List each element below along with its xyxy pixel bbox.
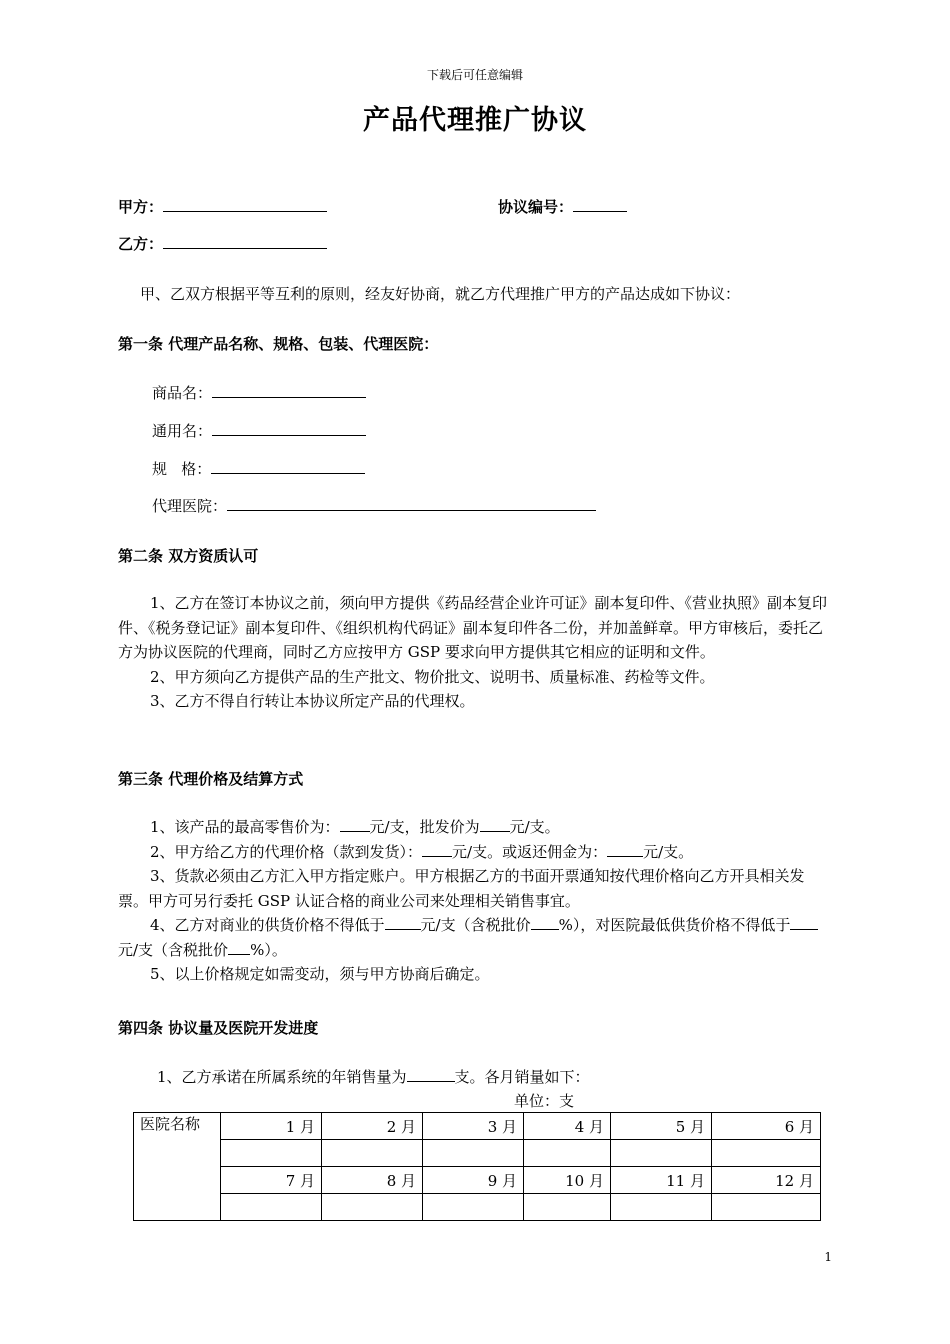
generic-name-blank[interactable] — [212, 421, 366, 436]
commission-blank[interactable] — [607, 842, 643, 857]
clause1-text-c: 元/支。 — [509, 818, 560, 836]
clause4-text-a: 4、乙方对商业的供货价格不得低于 — [150, 916, 385, 934]
table-row — [134, 1167, 821, 1194]
generic-name-label: 通用名： — [152, 422, 213, 440]
page-number: 1 — [824, 1250, 832, 1264]
party-a-label: 甲方： — [118, 198, 164, 216]
article4-text-a: 1、乙方承诺在所属系统的年销售量为 — [157, 1068, 407, 1086]
hospital-blank[interactable] — [227, 496, 596, 511]
month-cell: 3 月 — [423, 1113, 524, 1140]
month-cell: 10 月 — [524, 1167, 611, 1194]
agreement-no-line — [498, 196, 627, 217]
agreement-no-blank[interactable] — [573, 197, 627, 212]
sales-input-cell[interactable] — [423, 1140, 524, 1167]
supply-percent-blank[interactable] — [531, 915, 559, 930]
intro-paragraph: 甲、乙双方根据平等互利的原则，经友好协商，就乙方代理推广甲方的产品达成如下协议： — [140, 285, 741, 303]
clause4-text-c: %），对医院最低供货价格不得低于 — [558, 916, 791, 934]
sales-input-cell[interactable] — [712, 1140, 821, 1167]
sales-input-cell[interactable] — [611, 1140, 712, 1167]
trade-name-label: 商品名： — [152, 384, 213, 402]
party-b-line — [118, 233, 327, 254]
annual-volume-blank[interactable] — [407, 1067, 455, 1082]
article3-clause-3: 3、货款必须由乙方汇入甲方指定账户。甲方根据乙方的书面开票通知按代理价格向乙方开具相关发票。甲方可另行委托 GSP 认证合格的商业公司来处理相关销售事宜。 — [118, 867, 805, 910]
sales-input-cell[interactable] — [221, 1140, 322, 1167]
monthly-sales-table — [133, 1112, 821, 1221]
month-cell: 4 月 — [524, 1113, 611, 1140]
article2-body — [118, 591, 833, 714]
generic-name-line — [152, 420, 366, 441]
party-b-blank[interactable] — [163, 234, 327, 249]
clause2-text-b: 元/支。或返还佣金为： — [452, 842, 608, 861]
party-a-line — [118, 196, 327, 217]
table-row — [134, 1113, 821, 1140]
wholesale-price-blank[interactable] — [480, 817, 510, 832]
party-a-blank[interactable] — [163, 197, 327, 212]
month-cell: 5 月 — [611, 1113, 712, 1140]
article3-body — [118, 815, 833, 987]
sales-input-cell[interactable] — [221, 1194, 322, 1221]
month-cell: 1 月 — [221, 1113, 322, 1140]
article3-heading: 第三条 代理价格及结算方式 — [118, 770, 304, 788]
spec-label: 规 格： — [152, 460, 212, 478]
clause4-text-d: 元/支（含税批价 — [118, 940, 229, 959]
hospital-percent-blank[interactable] — [228, 940, 250, 955]
trade-name-line — [152, 382, 366, 403]
sales-input-cell[interactable] — [423, 1194, 524, 1221]
sales-input-cell[interactable] — [524, 1194, 611, 1221]
month-cell: 7 月 — [221, 1167, 322, 1194]
article3-clause-2 — [118, 840, 833, 865]
sales-input-cell[interactable] — [712, 1194, 821, 1221]
spec-blank[interactable] — [211, 459, 365, 474]
table-row — [134, 1194, 821, 1221]
hospital-line — [152, 495, 596, 516]
clause4-text-e: %）。 — [250, 940, 287, 959]
month-cell: 2 月 — [322, 1113, 423, 1140]
table-row — [134, 1140, 821, 1167]
article3-clause-1 — [118, 815, 833, 840]
clause1-text-b: 元/支，批发价为 — [369, 818, 480, 836]
article3-clause-4 — [118, 913, 833, 962]
month-cell: 6 月 — [712, 1113, 821, 1140]
month-cell: 8 月 — [322, 1167, 423, 1194]
document-title: 产品代理推广协议 — [363, 105, 587, 136]
clause1-text-a: 1、该产品的最高零售价为： — [150, 818, 340, 836]
agreement-no-label: 协议编号： — [498, 198, 574, 216]
article4-clause-1 — [157, 1066, 590, 1087]
article3-clause-5: 5、以上价格规定如需变动，须与甲方协商后确定。 — [150, 965, 490, 983]
article2-clause-1: 1、乙方在签订本协议之前，须向甲方提供《药品经营企业许可证》副本复印件、《营业执照》副本复印件、《税务登记证》副本复印件、《组织机构代码证》副本复印件各二份，并加盖鲜章。甲方审核后，委托乙方为协议医院的代理商，同时乙方应按甲方 GSP 要求向甲方提供其它相应的证明和文件。 — [118, 594, 828, 661]
trade-name-blank[interactable] — [212, 383, 366, 398]
month-cell: 12 月 — [712, 1167, 821, 1194]
unit-label: 单位：支 — [514, 1092, 575, 1110]
sales-input-cell[interactable] — [524, 1140, 611, 1167]
article2-heading: 第二条 双方资质认可 — [118, 547, 259, 565]
month-cell: 9 月 — [423, 1167, 524, 1194]
article2-clause-2: 2、甲方须向乙方提供产品的生产批文、物价批文、说明书、质量标准、药检等文件。 — [150, 667, 715, 686]
retail-price-blank[interactable] — [340, 817, 370, 832]
article4-text-b: 支。各月销量如下： — [454, 1068, 590, 1086]
article4-heading: 第四条 协议量及医院开发进度 — [118, 1019, 319, 1037]
sales-input-cell[interactable] — [322, 1194, 423, 1221]
clause4-text-b: 元/支（含税批价 — [420, 916, 531, 934]
article2-clause-3: 3、乙方不得自行转让本协议所定产品的代理权。 — [150, 692, 475, 710]
sales-input-cell[interactable] — [611, 1194, 712, 1221]
supply-price-blank[interactable] — [385, 915, 421, 930]
sales-input-cell[interactable] — [322, 1140, 423, 1167]
clause2-text-c: 元/支。 — [643, 842, 694, 861]
hospital-label: 代理医院： — [152, 497, 228, 515]
header-note: 下载后可任意编辑 — [426, 68, 523, 82]
agency-price-blank[interactable] — [422, 842, 452, 857]
clause2-text-a: 2、甲方给乙方的代理价格（款到发货）： — [150, 842, 423, 861]
party-b-label: 乙方： — [118, 235, 164, 253]
spec-line — [152, 458, 365, 479]
hospital-price-blank[interactable] — [790, 915, 818, 930]
month-cell: 11 月 — [611, 1167, 712, 1194]
hospital-name-header: 医院名称 — [134, 1113, 221, 1221]
article1-heading: 第一条 代理产品名称、规格、包装、代理医院： — [118, 335, 439, 353]
